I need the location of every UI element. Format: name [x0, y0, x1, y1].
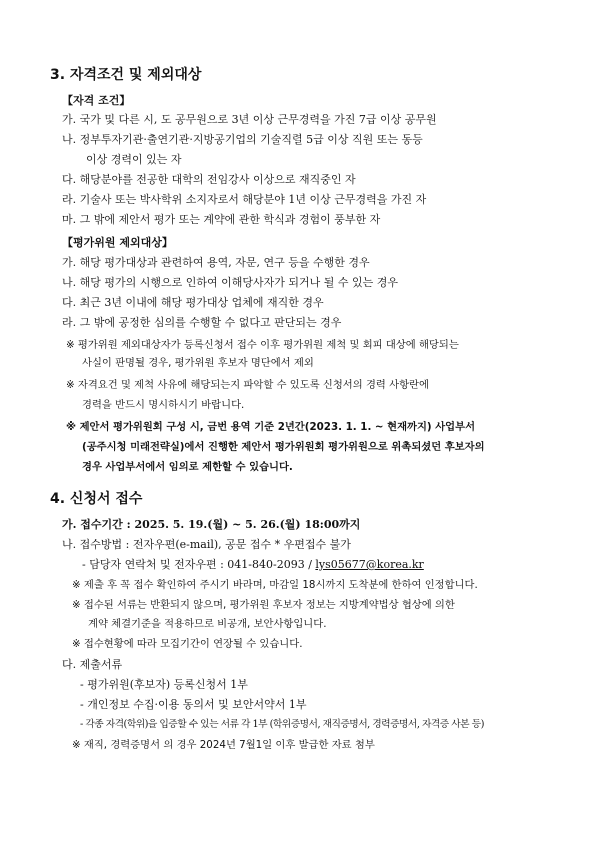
submission-note: ※ 접수된 서류는 반환되지 않으며, 평가위원 후보자 정보는 지방계약법상 협상에 의한 — [72, 599, 455, 611]
exclusion-item: 나. 해당 평가의 시행으로 인하여 이해당사자가 되거나 될 수 있는 경우 — [62, 276, 398, 289]
submission-note: ※ 제출 후 꼭 접수 확인하여 주시기 바라며, 마감일 18시까지 도착분에 한하여 인정합니다. — [72, 579, 478, 591]
documents-title: 다. 제출서류 — [62, 658, 123, 671]
exclusion-note-bold: ※ 제안서 평가위원회 구성 시, 금번 용역 기준 2년간(2023. 1. 1. ~ 현재까지) 사업부서 — [66, 421, 476, 433]
application-method: 나. 접수방법 : 전자우편(e-mail), 공문 접수 * 우편접수 불가 — [62, 538, 351, 551]
exclusion-note-continuation: 사실이 판명될 경우, 평가위원 후보자 명단에서 제외 — [82, 357, 314, 369]
submission-note: ※ 접수현황에 따라 모집기간이 연장될 수 있습니다. — [72, 638, 303, 650]
exclusion-item: 라. 그 밖에 공정한 심의를 수행할 수 없다고 판단되는 경우 — [62, 316, 342, 329]
exclusion-note-bold-continuation: 경우 사업부서에서 임의로 제한할 수 있습니다. — [82, 461, 293, 473]
exclusion-note-continuation: 경력을 반드시 명시하시기 바랍니다. — [82, 399, 245, 411]
exclusion-note-bold-continuation: (공주시청 미래전략실)에서 진행한 제안서 평가위원회 평가위원으로 위촉되셨던 후보자의 — [82, 441, 485, 453]
submission-note-continuation: 계약 체결기준을 적용하므로 비공개, 보안사항입니다. — [88, 618, 327, 630]
exclusion-note: ※ 자격요건 및 제척 사유에 해당되는지 파악할 수 있도록 신청서의 경력 사항란에 — [66, 379, 429, 391]
contact-line — [82, 558, 424, 572]
document-item: - 각종 자격(학위)을 입증할 수 있는 서류 각 1부 (학위증명서, 재직증명서, 경력증명서, 자격증 사본 등) — [80, 719, 484, 730]
qualification-item-continuation: 이상 경력이 있는 자 — [86, 153, 182, 166]
qualification-item: 라. 기술사 또는 박사학위 소지자로서 해당분야 1년 이상 근무경력을 가진 자 — [62, 193, 427, 206]
section4-title: 4. 신청서 접수 — [50, 491, 143, 507]
qualification-header: 【자격 조건】 — [62, 94, 131, 107]
documents-note: ※ 재직, 경력증명서 의 경우 2024년 7월1일 이후 발급한 자료 첨부 — [72, 739, 375, 751]
exclusion-note: ※ 평가위원 제외대상자가 등록신청서 접수 이후 평가위원 제척 및 회피 대상에 해당되는 — [66, 339, 459, 351]
section3-title: 3. 자격조건 및 제외대상 — [50, 67, 202, 83]
exclusion-header: 【평가위원 제외대상】 — [62, 236, 173, 249]
document-item: - 개인정보 수집·이용 동의서 및 보안서약서 1부 — [80, 698, 307, 711]
application-period: 가. 접수기간 : 2025. 5. 19.(월) ~ 5. 26.(월) 18:00까지 — [62, 518, 361, 531]
qualification-item: 마. 그 밖에 제안서 평가 또는 계약에 관한 학식과 경험이 풍부한 자 — [62, 213, 381, 226]
qualification-item: 다. 해당분야를 전공한 대학의 전임강사 이상으로 재직중인 자 — [62, 173, 356, 186]
contact-email-link[interactable]: lys05677@korea.kr — [315, 558, 424, 571]
document-item: - 평가위원(후보자) 등록신청서 1부 — [80, 678, 248, 691]
qualification-item: 가. 국가 및 다른 시, 도 공무원으로 3년 이상 근무경력을 가진 7급 이상 공무원 — [62, 113, 437, 126]
exclusion-item: 다. 최근 3년 이내에 해당 평가대상 업체에 재직한 경우 — [62, 296, 324, 309]
contact-label: - 담당자 연락처 및 전자우편 : 041-840-2093 / — [82, 558, 316, 571]
exclusion-item: 가. 해당 평가대상과 관련하여 용역, 자문, 연구 등을 수행한 경우 — [62, 256, 370, 269]
qualification-item: 나. 정부투자기관·출연기관·지방공기업의 기술직렬 5급 이상 직원 또는 동등 — [62, 133, 423, 146]
